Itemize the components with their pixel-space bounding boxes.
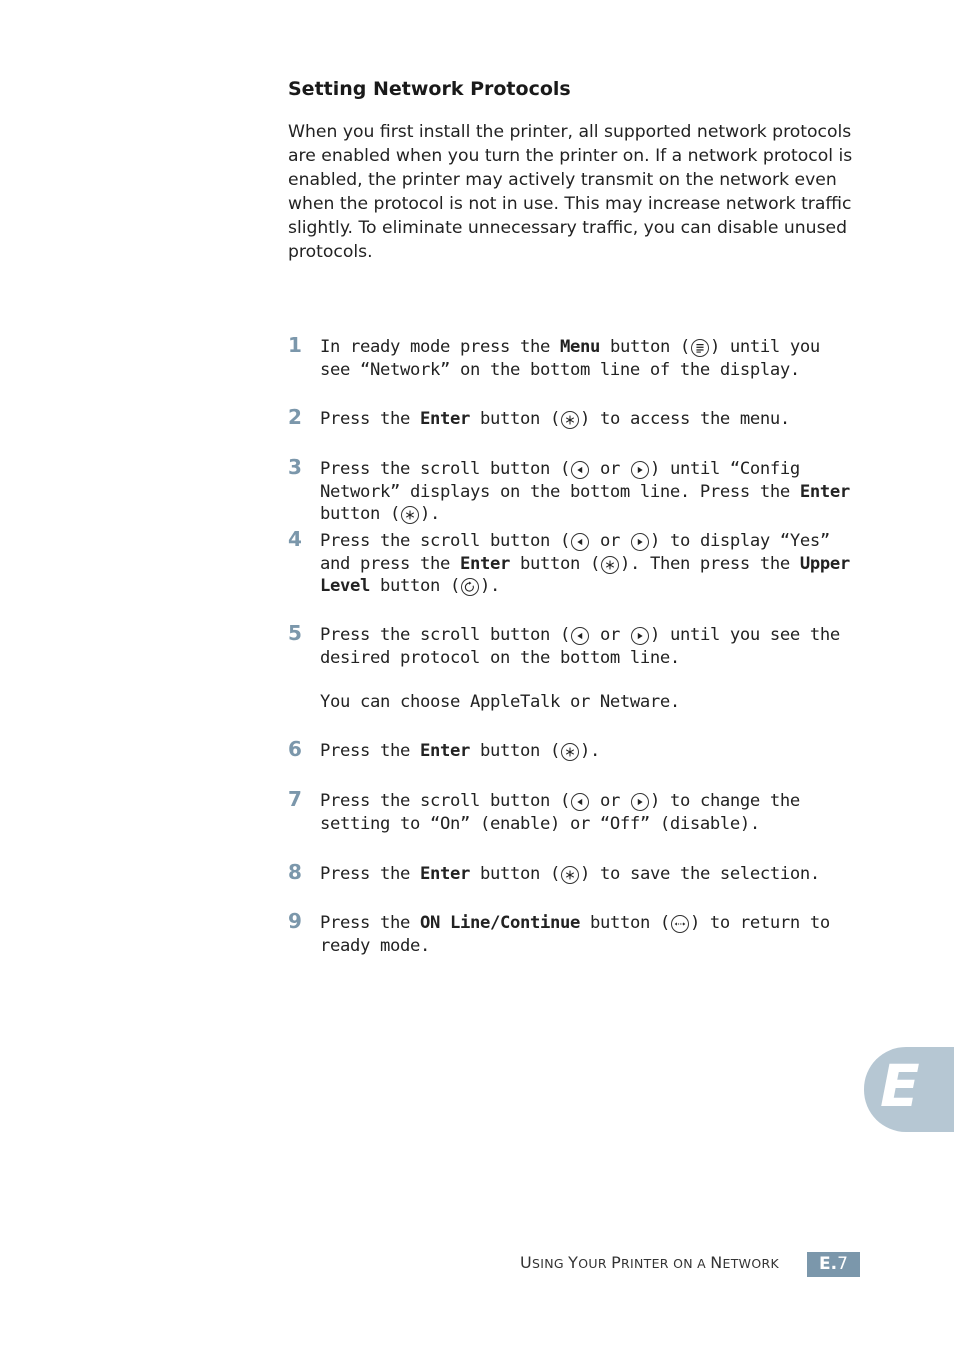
scroll-right-icon bbox=[631, 533, 649, 551]
enter-button-icon bbox=[561, 743, 579, 761]
page-number-badge: E.7 bbox=[807, 1252, 860, 1277]
scroll-left-icon bbox=[571, 461, 589, 479]
step-number: 5 bbox=[288, 621, 302, 645]
footer-chapter-title: USING YOUR PRINTER ON A NETWORK bbox=[520, 1253, 779, 1272]
step-9 bbox=[288, 909, 858, 957]
step-5 bbox=[288, 621, 858, 714]
step-number: 4 bbox=[288, 527, 302, 551]
step-text: Press the Enter button ( ). bbox=[320, 741, 600, 761]
intro-paragraph: When you first install the printer, all supported network protocols are enabled when you turn the printer on. If a network protocol is enabled, the printer may actively transmit on the network even when the protocol is not in use. This may increase network traffic slightly. To eliminate unnecessary traffic, you can disable unused protocols. bbox=[288, 122, 853, 262]
section-heading: Setting Network Protocols bbox=[288, 78, 571, 100]
step-3 bbox=[288, 455, 858, 526]
scroll-right-icon bbox=[631, 627, 649, 645]
step-4 bbox=[288, 527, 858, 598]
step-number: 7 bbox=[288, 787, 302, 811]
step-text: Press the scroll button ( or ) to change the setting to “On” (enable) or “Off” (disable). bbox=[320, 791, 800, 834]
scroll-left-icon bbox=[571, 533, 589, 551]
online-continue-button-icon bbox=[671, 915, 689, 933]
enter-button-icon bbox=[561, 866, 579, 884]
scroll-left-icon bbox=[571, 627, 589, 645]
step-text: Press the ON Line/Continue button ( ) to return to ready mode. bbox=[320, 913, 830, 956]
step-text: In ready mode press the Menu button ( ) until you see “Network” on the bottom line of the display. bbox=[320, 337, 820, 380]
step-2 bbox=[288, 405, 858, 431]
enter-button-icon bbox=[401, 506, 419, 524]
step-number: 9 bbox=[288, 909, 302, 933]
scroll-right-icon bbox=[631, 793, 649, 811]
step-number: 8 bbox=[288, 860, 302, 884]
menu-button-icon bbox=[691, 339, 709, 357]
step-text: Press the Enter button ( ) to save the selection. bbox=[320, 864, 820, 884]
step-text: Press the scroll button ( or ) to display “Yes” and press the Enter button ( ). Then press the Upper Level button ( ). bbox=[320, 531, 850, 596]
enter-button-icon bbox=[601, 556, 619, 574]
scroll-right-icon bbox=[631, 461, 649, 479]
step-1 bbox=[288, 333, 858, 381]
enter-button-icon bbox=[561, 411, 579, 429]
step-8 bbox=[288, 860, 858, 886]
step-note: You can choose AppleTalk or Netware. bbox=[320, 692, 680, 712]
chapter-tab-letter: E bbox=[880, 1052, 920, 1120]
step-text: Press the scroll button ( or ) until you see the desired protocol on the bottom line. bbox=[320, 625, 840, 668]
step-text: Press the Enter button ( ) to access the menu. bbox=[320, 409, 790, 429]
step-6 bbox=[288, 737, 858, 763]
step-number: 1 bbox=[288, 333, 302, 357]
upper-level-button-icon bbox=[461, 578, 479, 596]
step-7 bbox=[288, 787, 858, 835]
scroll-left-icon bbox=[571, 793, 589, 811]
step-number: 2 bbox=[288, 405, 302, 429]
step-number: 3 bbox=[288, 455, 302, 479]
step-number: 6 bbox=[288, 737, 302, 761]
step-text: Press the scroll button ( or ) until “Config Network” displays on the bottom line. Press the Enter button ( ). bbox=[320, 459, 850, 524]
